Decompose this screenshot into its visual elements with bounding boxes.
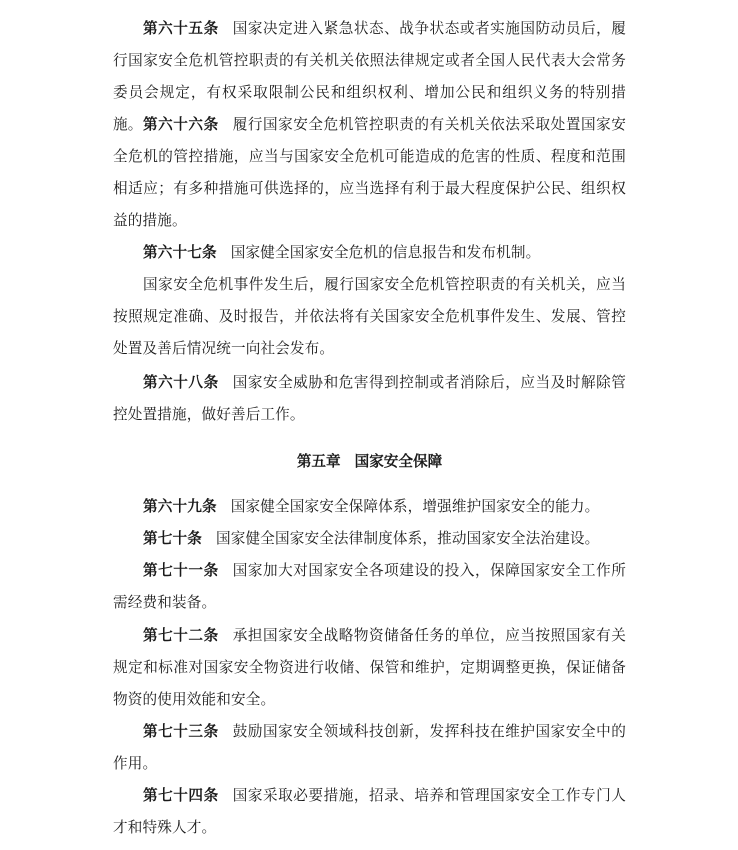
chapter-name: 国家安全保障 — [354, 453, 443, 470]
chapter-number: 第五章 — [296, 453, 341, 470]
article-text: 国家决定进入紧急状态、战争状态或者实施国防动员后，履行国家安全危机管控职责的有关机关依照法律规定或者全国人民代表大会常务委员会规定，有权采取限制公民和组织权利、增加公民和组织义务的特别措施。 — [113, 20, 626, 133]
article-69 — [113, 491, 626, 523]
article-66 — [113, 109, 626, 237]
article-number: 第六十六条 — [143, 116, 219, 133]
article-74 — [113, 780, 626, 844]
article-71 — [113, 555, 626, 619]
article-number: 第七十三条 — [143, 723, 219, 740]
article-number: 第六十九条 — [143, 498, 217, 515]
article-text: 国家健全国家安全法律制度体系，推动国家安全法治建设。 — [215, 530, 600, 547]
article-text: 国家健全国家安全危机的信息报告和发布机制。 — [230, 244, 541, 261]
article-number: 第七十条 — [143, 530, 202, 547]
article-text: 国家安全威胁和危害得到控制或者消除后，应当及时解除管控处置措施，做好善后工作。 — [113, 374, 626, 423]
article-73 — [113, 716, 626, 780]
article-number: 第七十一条 — [143, 562, 219, 579]
article-text: 承担国家安全战略物资储备任务的单位，应当按照国家有关规定和标准对国家安全物资进行收储、保管和维护，定期调整更换，保证储备物资的使用效能和安全。 — [113, 627, 626, 708]
article-67-paragraph-2 — [113, 269, 626, 365]
article-68 — [113, 367, 626, 431]
article-number: 第六十五条 — [143, 20, 219, 37]
article-number: 第七十四条 — [143, 787, 219, 804]
article-text: 国家采取必要措施，招录、培养和管理国家安全工作专门人才和特殊人才。 — [113, 787, 626, 836]
article-text: 国家健全国家安全保障体系，增强维护国家安全的能力。 — [230, 498, 600, 515]
article-70 — [113, 523, 626, 555]
article-text: 国家加大对国家安全各项建设的投入，保障国家安全工作所需经费和装备。 — [113, 562, 626, 611]
article-text: 国家安全危机事件发生后，履行国家安全危机管控职责的有关机关，应当按照规定准确、及时报告，并依法将有关国家安全危机事件发生、发展、管控处置及善后情况统一向社会发布。 — [113, 276, 626, 357]
article-72 — [113, 620, 626, 716]
article-text: 履行国家安全危机管控职责的有关机关依法采取处置国家安全危机的管控措施，应当与国家安全危机可能造成的危害的性质、程度和范围相适应；有多种措施可供选择的，应当选择有利于最大程度保护公民、组织权益的措施。 — [113, 116, 626, 229]
article-67 — [113, 237, 626, 269]
chapter-title — [113, 448, 626, 476]
article-text: 鼓励国家安全领域科技创新，发挥科技在维护国家安全中的作用。 — [113, 723, 626, 772]
article-number: 第七十二条 — [143, 627, 219, 644]
article-number: 第六十七条 — [143, 244, 217, 261]
article-number: 第六十八条 — [143, 374, 219, 391]
